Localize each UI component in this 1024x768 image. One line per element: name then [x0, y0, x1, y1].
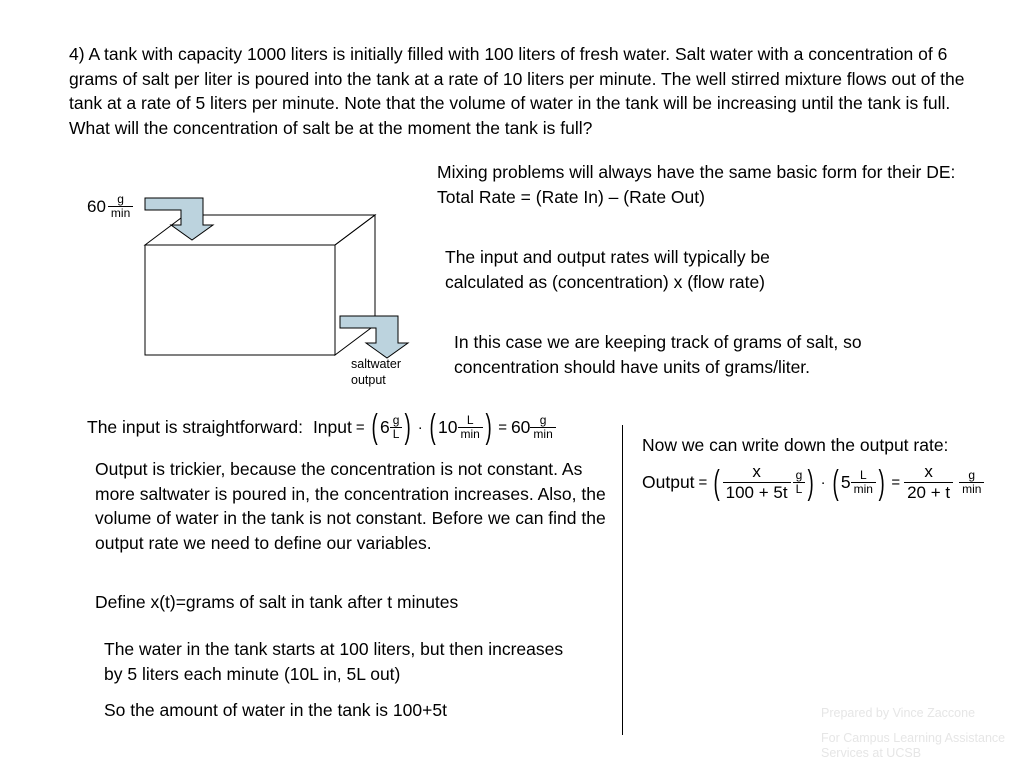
- problem-text: 4) A tank with capacity 1000 liters is initially filled with 100 liters of fresh water. Salt water with a concentration of 6 grams of salt per liter is poured into the tank at a rate of 10 liters per minute. The well stirred mixture flows out of the tank at a rate of 5 liters per minute. Note that the volume of water in the tank will be increasing until the tank is full. What will the concentration of salt be at the moment the tank is full?: [69, 44, 965, 138]
- input-lhs: Input: [312, 416, 352, 437]
- paren-close: ): [404, 408, 412, 446]
- input-rate-value: 60: [87, 196, 106, 216]
- credit-organization: For Campus Learning Assistance Services at UCSB: [821, 731, 1006, 760]
- paren-close: ): [878, 463, 885, 502]
- paren-open: (: [429, 408, 436, 446]
- tank-side-face: [335, 215, 375, 355]
- paren-open: (: [713, 463, 721, 502]
- output-label: saltwater output: [351, 357, 402, 387]
- output-tricky-text: Output is trickier, because the concentration is not constant. As more saltwater is poured in, the concentration increases. Also, the volume of water in the tank is not constant. Before we can find the output rate we need to define our variables.: [95, 459, 606, 553]
- note-rates: The input and output rates will typically be calculated as (concentration) x (flow rate): [445, 247, 770, 292]
- output-rate-heading: Now we can write down the output rate:: [642, 435, 949, 455]
- input-equation: The input is straightforward: Input = ( 6 $\frac{g}{L}$ ) · ( 10 $\frac{L}{\min}$ ) = 60 $\frac{g}{\min}$: [87, 410, 556, 444]
- note-units: In this case we are keeping track of grams of salt, so concentration should have units of grams/liter.: [454, 332, 862, 377]
- input-result: 60: [510, 416, 531, 437]
- tank-front-face: [145, 245, 335, 355]
- input-label: The input is straightforward:: [87, 416, 303, 437]
- credit-prepared-by: Prepared by Vince Zaccone: [821, 706, 976, 720]
- input-rate-unit: $\frac{g}{\min}$: [108, 193, 133, 220]
- define-variable-text: Define x(t)=grams of salt in tank after t minutes: [95, 592, 459, 612]
- input-rate-label: [87, 193, 133, 220]
- water-volume-text: The water in the tank starts at 100 liters, but then increases by 5 liters each minute (10L in, 5L out): [104, 639, 564, 684]
- paren-open: (: [371, 408, 378, 446]
- paren-close: ): [807, 463, 815, 502]
- note-mixing: Mixing problems will always have the same basic form for their DE: Total Rate = (Rate In) – (Rate Out): [437, 162, 956, 207]
- paren-open: (: [832, 463, 839, 502]
- column-divider: [622, 425, 623, 735]
- paren-close: ): [485, 408, 492, 446]
- output-lhs: Output: [642, 472, 695, 492]
- output-equation: Output = ( $\frac{x}{100 + 5t}$ $\frac{g}{L}$ ) · ( 5 $\frac{L}{\min}$ ) = $\frac{x}{20 + t}$ $\frac{g}{\min}$: [642, 462, 984, 503]
- water-amount-text: So the amount of water in the tank is 100+5t: [104, 700, 447, 720]
- output-arrow-icon: [340, 316, 408, 358]
